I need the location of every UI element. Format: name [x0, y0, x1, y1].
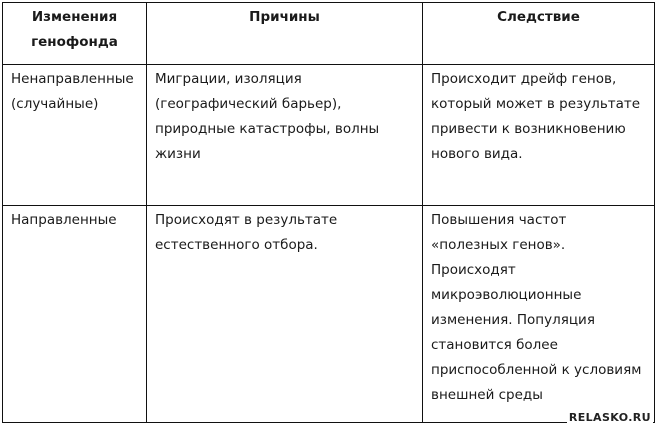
cell-causes: Происходят в результате естественного отбора. — [147, 206, 423, 423]
table-row — [3, 65, 655, 206]
cell-change: Ненаправленные (случайные) — [3, 65, 147, 206]
table-row — [3, 206, 655, 423]
cell-change: Направленные — [3, 206, 147, 423]
table-header-row — [3, 3, 655, 65]
header-changes: Изменения генофонда — [3, 3, 147, 65]
site-watermark: RELASKO.RU — [568, 411, 651, 424]
cell-causes: Миграции, изоляция (географический барьер), природные катастрофы, волны жизни — [147, 65, 423, 206]
cell-consequence: Происходит дрейф генов, который может в результате привести к возникновению нового вида. — [423, 65, 655, 206]
cell-consequence: Повышения частот «полезных генов». Происходят микроэволюционные изменения. Популяция становится более приспособленной к условиям внешней среды — [423, 206, 655, 423]
header-consequence: Следствие — [423, 3, 655, 65]
gene-pool-table — [2, 2, 655, 423]
header-causes: Причины — [147, 3, 423, 65]
